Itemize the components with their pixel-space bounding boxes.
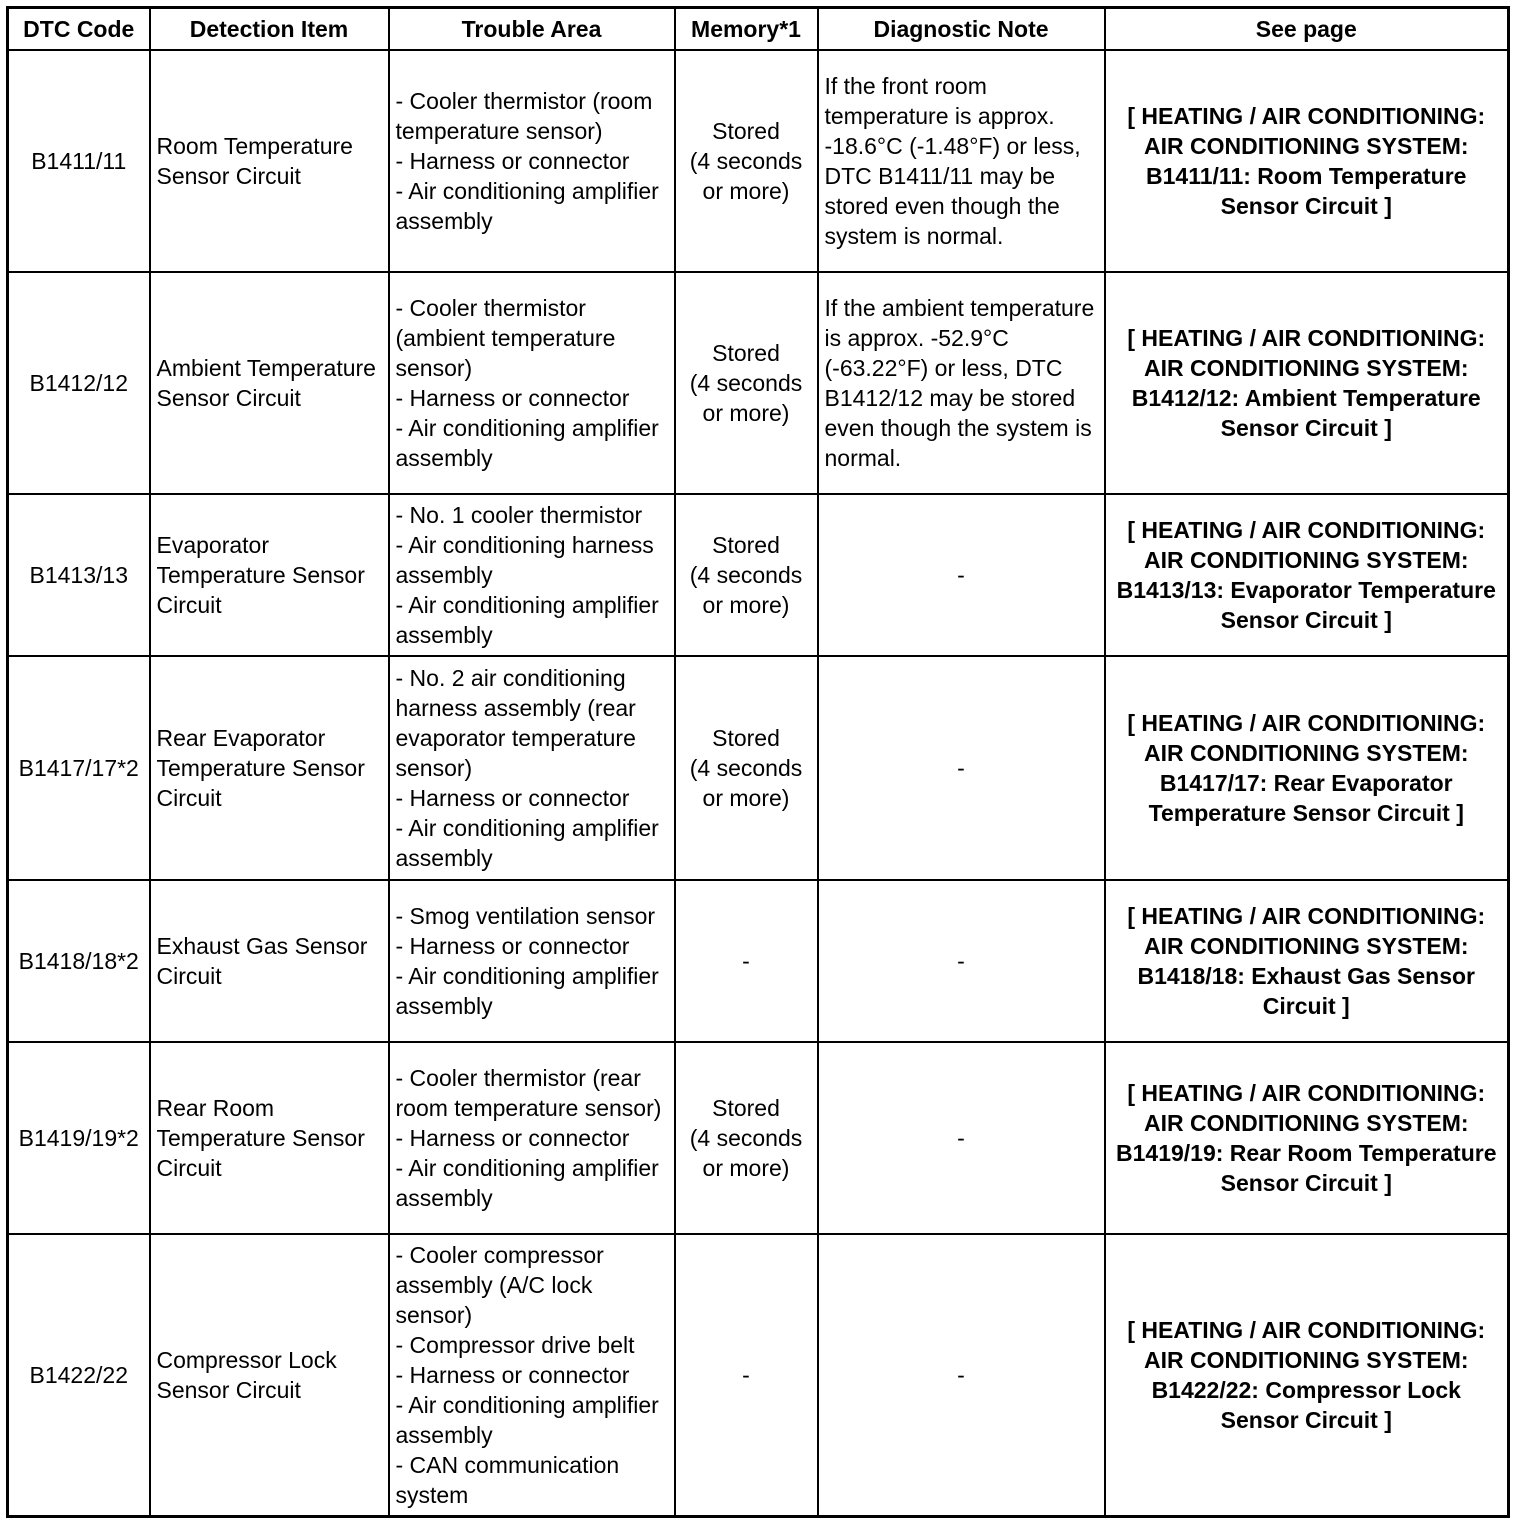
table-body bbox=[8, 50, 1509, 1516]
see-page-link[interactable]: [ HEATING / AIR CONDITIONING: AIR CONDITIONING SYSTEM: B1418/18: Exhaust Gas Sensor Circuit ] bbox=[1105, 880, 1509, 1042]
dtc-code-cell: B1411/11 bbox=[8, 50, 150, 272]
dtc-code-cell: B1412/12 bbox=[8, 272, 150, 494]
dtc-table bbox=[6, 6, 1510, 1518]
header-dtc-code: DTC Code bbox=[8, 8, 150, 51]
header-diagnostic-note: Diagnostic Note bbox=[818, 8, 1105, 51]
memory-cell: - bbox=[675, 880, 818, 1042]
memory-cell: Stored (4 seconds or more) bbox=[675, 656, 818, 880]
detection-item-cell: Compressor Lock Sensor Circuit bbox=[150, 1234, 389, 1516]
header-trouble-area: Trouble Area bbox=[389, 8, 675, 51]
table-row bbox=[8, 1234, 1509, 1516]
table-row bbox=[8, 494, 1509, 656]
detection-item-cell: Ambient Temperature Sensor Circuit bbox=[150, 272, 389, 494]
diagnostic-note-cell: - bbox=[818, 494, 1105, 656]
memory-cell: Stored (4 seconds or more) bbox=[675, 494, 818, 656]
table-row bbox=[8, 272, 1509, 494]
table-header bbox=[8, 8, 1509, 51]
table-row bbox=[8, 50, 1509, 272]
diagnostic-note-cell: - bbox=[818, 656, 1105, 880]
detection-item-cell: Room Temperature Sensor Circuit bbox=[150, 50, 389, 272]
trouble-area-cell: - No. 2 air conditioning harness assembly (rear evaporator temperature sensor) - Harness or connector - Air conditioning amplifier assembly bbox=[389, 656, 675, 880]
diagnostic-note-cell: - bbox=[818, 1042, 1105, 1234]
memory-cell: Stored (4 seconds or more) bbox=[675, 50, 818, 272]
memory-cell: Stored (4 seconds or more) bbox=[675, 1042, 818, 1234]
trouble-area-cell: - No. 1 cooler thermistor - Air conditioning harness assembly - Air conditioning amplifier assembly bbox=[389, 494, 675, 656]
table-row bbox=[8, 656, 1509, 880]
trouble-area-cell: - Cooler compressor assembly (A/C lock sensor) - Compressor drive belt - Harness or connector - Air conditioning amplifier assembly - CAN communication system bbox=[389, 1234, 675, 1516]
header-see-page: See page bbox=[1105, 8, 1509, 51]
detection-item-cell: Rear Room Temperature Sensor Circuit bbox=[150, 1042, 389, 1234]
detection-item-cell: Evaporator Temperature Sensor Circuit bbox=[150, 494, 389, 656]
trouble-area-cell: - Cooler thermistor (ambient temperature sensor) - Harness or connector - Air conditioning amplifier assembly bbox=[389, 272, 675, 494]
memory-cell: Stored (4 seconds or more) bbox=[675, 272, 818, 494]
diagnostic-note-cell: If the front room temperature is approx. -18.6°C (-1.48°F) or less, DTC B1411/11 may be stored even though the system is normal. bbox=[818, 50, 1105, 272]
detection-item-cell: Exhaust Gas Sensor Circuit bbox=[150, 880, 389, 1042]
header-detection-item: Detection Item bbox=[150, 8, 389, 51]
table-row bbox=[8, 1042, 1509, 1234]
see-page-link[interactable]: [ HEATING / AIR CONDITIONING: AIR CONDITIONING SYSTEM: B1422/22: Compressor Lock Sensor Circuit ] bbox=[1105, 1234, 1509, 1516]
trouble-area-cell: - Smog ventilation sensor - Harness or connector - Air conditioning amplifier assembly bbox=[389, 880, 675, 1042]
diagnostic-note-cell: If the ambient temperature is approx. -52.9°C (-63.22°F) or less, DTC B1412/12 may be stored even though the system is normal. bbox=[818, 272, 1105, 494]
header-row bbox=[8, 8, 1509, 51]
dtc-code-cell: B1419/19*2 bbox=[8, 1042, 150, 1234]
see-page-link[interactable]: [ HEATING / AIR CONDITIONING: AIR CONDITIONING SYSTEM: B1417/17: Rear Evaporator Temperature Sensor Circuit ] bbox=[1105, 656, 1509, 880]
dtc-code-cell: B1418/18*2 bbox=[8, 880, 150, 1042]
table-row bbox=[8, 880, 1509, 1042]
header-memory: Memory*1 bbox=[675, 8, 818, 51]
see-page-link[interactable]: [ HEATING / AIR CONDITIONING: AIR CONDITIONING SYSTEM: B1413/13: Evaporator Temperature Sensor Circuit ] bbox=[1105, 494, 1509, 656]
trouble-area-cell: - Cooler thermistor (room temperature sensor) - Harness or connector - Air conditioning amplifier assembly bbox=[389, 50, 675, 272]
dtc-code-cell: B1422/22 bbox=[8, 1234, 150, 1516]
memory-cell: - bbox=[675, 1234, 818, 1516]
diagnostic-note-cell: - bbox=[818, 1234, 1105, 1516]
trouble-area-cell: - Cooler thermistor (rear room temperature sensor) - Harness or connector - Air conditioning amplifier assembly bbox=[389, 1042, 675, 1234]
dtc-code-cell: B1417/17*2 bbox=[8, 656, 150, 880]
see-page-link[interactable]: [ HEATING / AIR CONDITIONING: AIR CONDITIONING SYSTEM: B1412/12: Ambient Temperature Sensor Circuit ] bbox=[1105, 272, 1509, 494]
see-page-link[interactable]: [ HEATING / AIR CONDITIONING: AIR CONDITIONING SYSTEM: B1411/11: Room Temperature Sensor Circuit ] bbox=[1105, 50, 1509, 272]
detection-item-cell: Rear Evaporator Temperature Sensor Circuit bbox=[150, 656, 389, 880]
diagnostic-note-cell: - bbox=[818, 880, 1105, 1042]
see-page-link[interactable]: [ HEATING / AIR CONDITIONING: AIR CONDITIONING SYSTEM: B1419/19: Rear Room Temperature Sensor Circuit ] bbox=[1105, 1042, 1509, 1234]
dtc-code-cell: B1413/13 bbox=[8, 494, 150, 656]
